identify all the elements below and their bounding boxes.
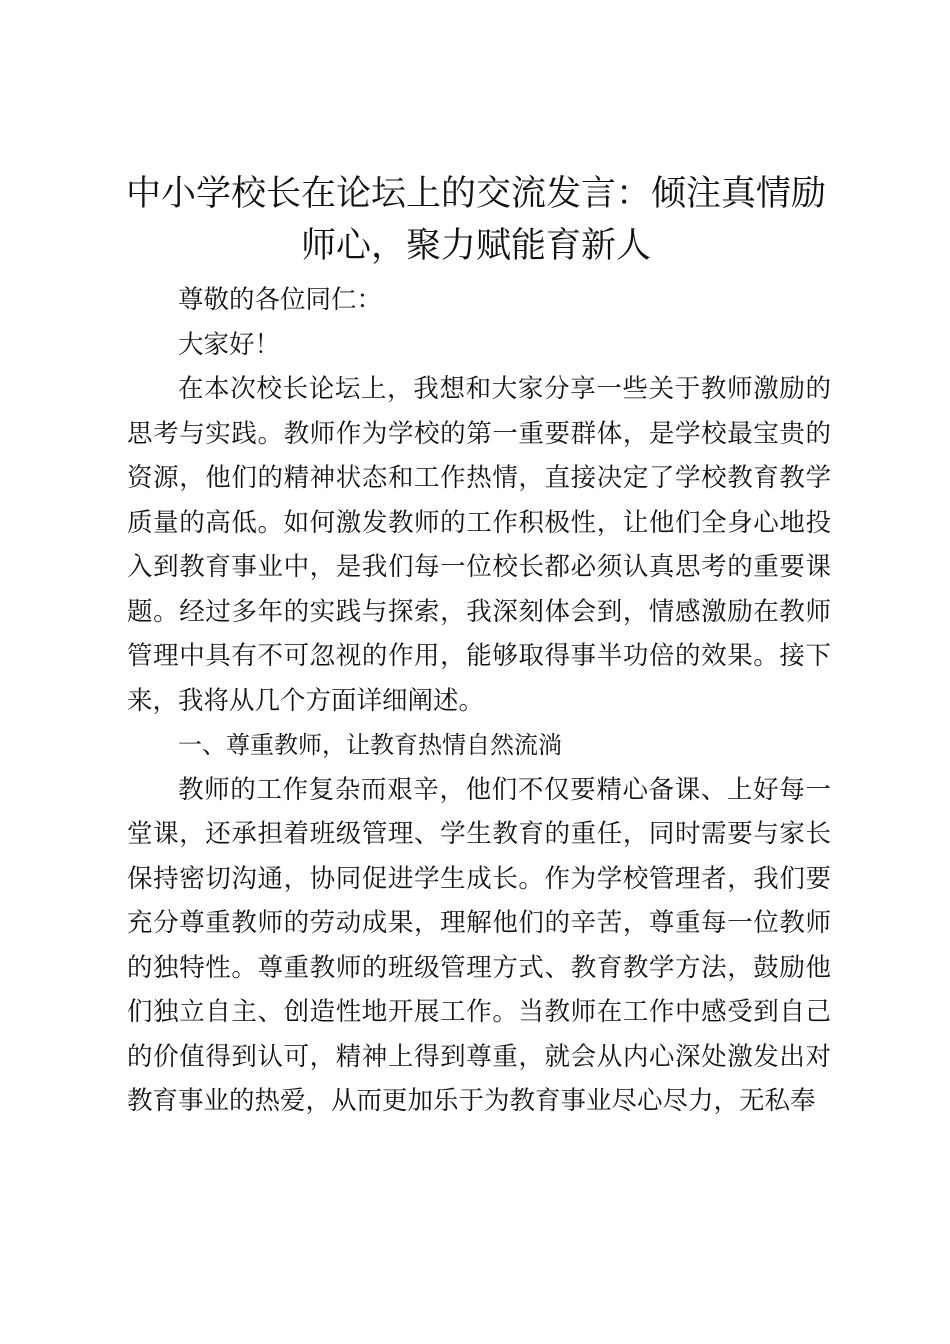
intro-paragraph: 在本次校长论坛上，我想和大家分享一些关于教师激励的思考与实践。教师作为学校的第一重要群体，是学校最宝贵的资源，他们的精神状态和工作热情，直接决定了学校教育教学质量的高低。如何激发教师的工作积极性，让他们全身心地投入到教育事业中，是我们每一位校长都必须认真思考的重要课题。经过多年的实践与探索，我深刻体会到，情感激励在教师管理中具有不可忽视的作用，能够取得事半功倍的效果。接下来，我将从几个方面详细阐述。 xyxy=(127,374,831,716)
section-paragraph-1: 教师的工作复杂而艰辛，他们不仅要精心备课、上好每一堂课，还承担着班级管理、学生教育的重任，同时需要与家长保持密切沟通，协同促进学生成长。作为学校管理者，我们要充分尊重教师的劳动成果，理解他们的辛苦，尊重每一位教师的独特性。尊重教师的班级管理方式、教育教学方法，鼓励他们独立自主、创造性地开展工作。当教师在工作中感受到自己的价值得到认可，精神上得到尊重，就会从内心深处激发出对教育事业的热爱，从而更加乐于为教育事业尽心尽力，无私奉 xyxy=(127,774,831,1116)
greeting: 大家好！ xyxy=(178,329,281,360)
document-title: 中小学校长在论坛上的交流发言：倾注真情励师心，聚力赋能育新人 xyxy=(125,174,826,266)
section-heading-1: 一、尊重教师，让教育热情自然流淌 xyxy=(178,731,562,759)
salutation: 尊敬的各位同仁： xyxy=(178,285,383,315)
document-body xyxy=(127,278,831,1124)
